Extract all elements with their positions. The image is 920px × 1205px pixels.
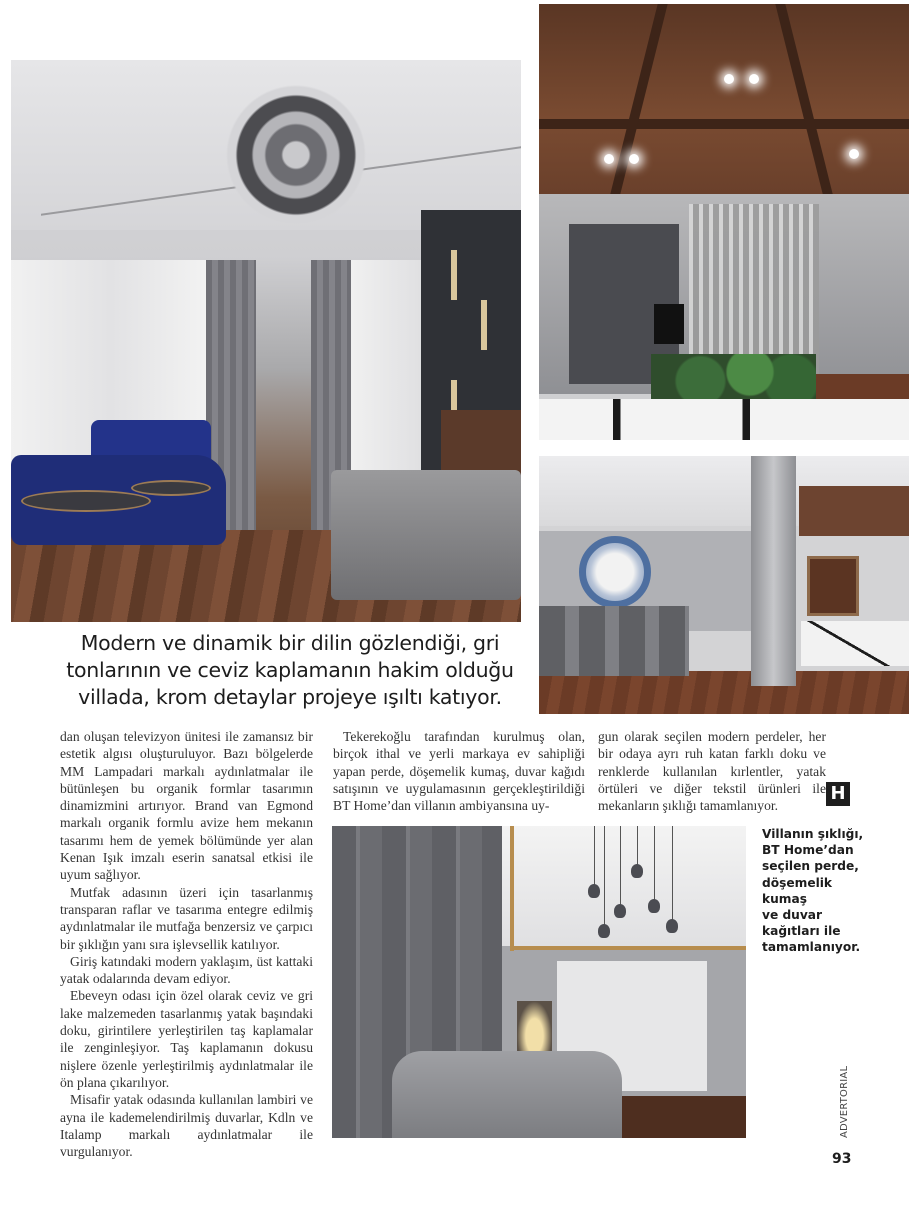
photo-living-area	[539, 4, 909, 440]
caption-line: Villanın şıklığı,	[762, 827, 864, 841]
text-column-2	[333, 728, 585, 814]
magazine-logo: H	[826, 782, 850, 806]
paragraph: Misafir yatak odasında kullanılan lambiri ve ayna ile kademelendirilmiş duvarlar, Kdln ve Italamp markalı aydınlatmalar ile vurgulanıyor.	[60, 1092, 313, 1160]
caption-line: seçilen perde,	[762, 859, 859, 874]
text-column-1	[60, 728, 313, 1160]
pull-quote-line: tonlarının ve ceviz kaplamanın hakim olduğu	[66, 658, 514, 682]
caption-line: ve duvar	[762, 908, 823, 923]
paragraph: Mutfak adasının üzeri için tasarlanmış transparan raflar ve tasarıma entegre edilmiş aydınlatmalar ile mutfağa benzersiz ve çarpıcı bir şıklığın yanı sıra işlevsellik katılıyor.	[60, 884, 313, 952]
chandelier	[221, 80, 371, 230]
paragraph: dan oluşan televizyon ünitesi ile zamansız bir estetik algısı oluşturuluyor. Bazı bölgelerde MM Lampadari markalı aydınlatmalar ile bütünleşen bu organik formlar tasarımın dinamizmini artırıyor. Brand van Egmond markalı organik formlu avize hem mekanın tasarımı hem de yemek bölümünde yer alan Kenan Işık imzalı eserin sanatsal etkisi ile uyum sağlıyor.	[60, 729, 313, 883]
caption-line: döşemelik	[762, 875, 833, 890]
text-column-3	[598, 728, 856, 814]
caption-line: BT Home’dan	[762, 843, 854, 858]
pull-quote-line: Modern ve dinamik bir dilin gözlendiği, gri	[80, 631, 500, 655]
paragraph: gun olarak seçilen modern perdeler, her bir odaya ayrı ruh katan farklı doku ve renklerde kullanılan kırlentler, yatak örtüleri ve diğer tekstil ürünleri ile mekanların şıklığı tamamlanıyor.	[598, 729, 826, 814]
paragraph: Giriş katındaki modern yaklaşım, üst kattaki yatak odalarında devam ediyor.	[60, 953, 313, 987]
photo-dining-area	[539, 456, 909, 714]
photo-master-bedroom	[11, 60, 521, 622]
photo-guest-bedroom	[332, 826, 746, 1138]
pull-quote	[60, 630, 520, 711]
paragraph: Tekerekoğlu tarafından kurulmuş olan, birçok ithal ve yerli markaya ev sahipliği yapan perde, döşemelik kumaş, duvar kağıdı satışının ve uygulamasının gerçekleştirildiği BT Home’dan villanın ambiyansına uy-	[333, 729, 585, 814]
photo-caption	[762, 826, 877, 956]
caption-line: kumaş	[762, 891, 807, 906]
advertorial-label: ADVERTORIAL	[839, 1065, 850, 1138]
caption-line: tamamlanıyor.	[762, 940, 861, 955]
caption-line: kağıtları ile	[762, 924, 841, 939]
page-number: 93	[832, 1151, 852, 1167]
pull-quote-line: villada, krom detaylar projeye ışıltı katıyor.	[78, 685, 502, 709]
paragraph: Ebeveyn odası için özel olarak ceviz ve gri lake malzemeden tasarlanmış yatak başındaki doku, girintilere yerleştirilen taş kaplamalar ile zenginleşiyor. Taş kaplamanın dokusu nişlere özenle yerleştirilmiş aydınlatmalar ile ön plana çıkarılıyor.	[60, 988, 313, 1090]
